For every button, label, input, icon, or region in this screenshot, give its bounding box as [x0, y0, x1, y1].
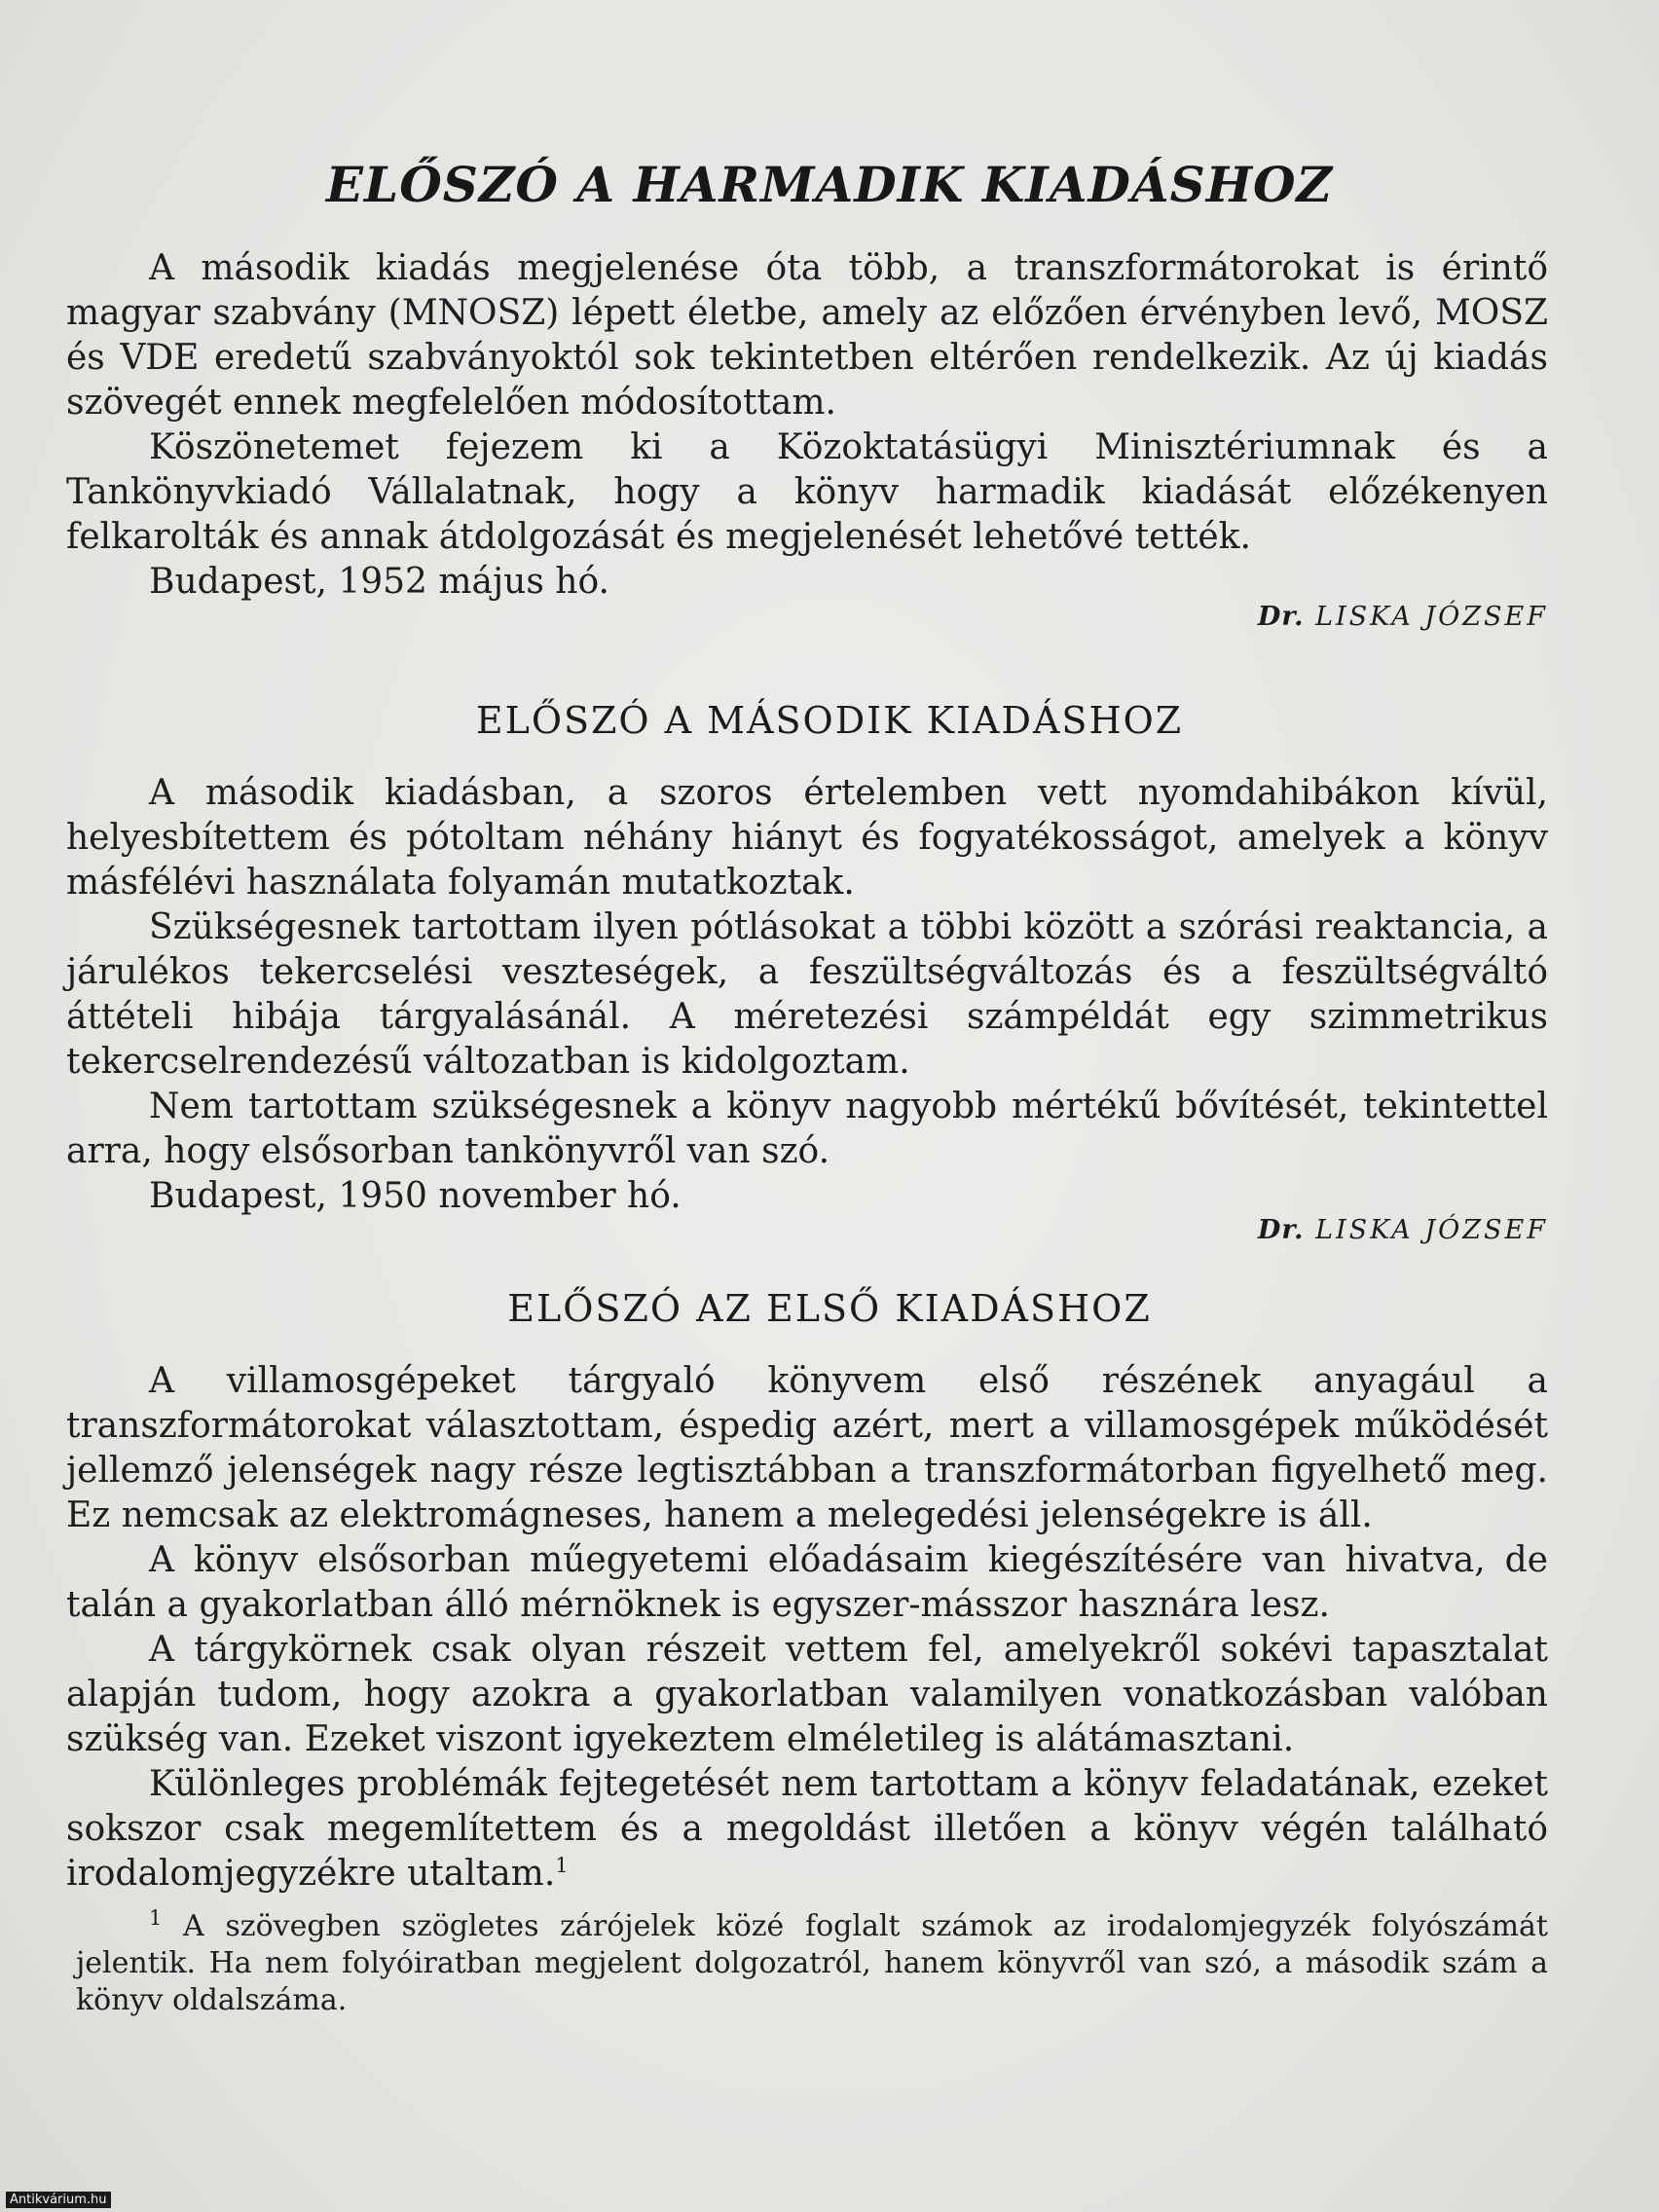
- section1-title: ELŐSZÓ A HARMADIK KIADÁSHOZ: [325, 156, 1334, 213]
- section1-body: [66, 246, 1548, 605]
- section3-paragraph-1: A villamosgépeket tárgyaló könyvem első részének anyagául a transzformátorokat választottam, éspedig azért, mert a villamosgépek működését jellemző jelenségek nagy része legtisztábban a transzformátorban figyelhető meg. Ez nemcsak az elektromágneses, hanem a melegedési jelenségekre is áll.: [66, 1361, 1548, 1535]
- section2-paragraph-3: Nem tartottam szükségesnek a könyv nagyobb mértékű bővítését, tekintettel arra, hogy elsősorban tankönyvről van szó.: [66, 1087, 1548, 1171]
- signature-name: LISKA JÓZSEF: [1315, 602, 1548, 632]
- footnote: [76, 1908, 1548, 2019]
- signature-prefix: Dr.: [1257, 602, 1305, 632]
- section1-paragraph-2: Köszönetemet fejezem ki a Közoktatásügyi Minisztériumnak és a Tankönyvkiadó Vállalatnak, hogy a könyv harmadik kiadását előzékenyen felkarolták és annak átdolgozását és megjelenését lehetővé tették.: [66, 427, 1548, 557]
- signature-prefix: Dr.: [1257, 1215, 1305, 1245]
- section2-paragraph-1: A második kiadásban, a szoros értelemben vett nyomdahibákon kívül, helyesbítettem és pótoltam néhány hiányt és fogyatékosságot, amelyek a könyv másfélévi használata folyamán mutatkoztak.: [66, 773, 1548, 903]
- section3-paragraph-2: A könyv elsősorban műegyetemi előadásaim kiegészítésére van hivatva, de talán a gyakorlatban álló mérnöknek is egyszer-másszor hasznára lesz.: [66, 1540, 1548, 1625]
- section2-paragraph-2: Szükségesnek tartottam ilyen pótlásokat a többi között a szórási reaktancia, a járulékos tekercselési veszteségek, a feszültségváltozás és a feszültségváltó áttételi hibája tárgyalásánál. A méretezési számpéldát egy szimmetrikus tekercselrendezésű változatban is kidolgoztam.: [66, 907, 1548, 1082]
- footnote-reference: 1: [555, 1854, 569, 1877]
- section3-title: ELŐSZÓ AZ ELSŐ KIADÁSHOZ: [507, 1287, 1152, 1330]
- section1-date: Budapest, 1952 május hó.: [149, 562, 609, 602]
- section1-paragraph-1: A második kiadás megjelenése óta több, a transzformátorokat is érintő magyar szabvány (MNOSZ) lépett életbe, amely az előzően érvényben levő, MOSZ és VDE eredetű szabványoktól sok tekintetben eltérően rendelkezik. Az új kiadás szövegét ennek megfelelően módosítottam.: [66, 248, 1548, 423]
- watermark: Antikvárium.hu: [6, 2192, 111, 2208]
- signature-name: LISKA JÓZSEF: [1315, 1215, 1548, 1245]
- section2-signature: [1258, 1215, 1548, 1245]
- footnote-text: A szövegben szögletes zárójelek közé foglalt számok az irodalomjegyzék folyószámát jelentik. Ha nem folyóiratban megjelent dolgozatról, hanem könyvről van szó, a második szám a könyv oldalszáma.: [76, 1909, 1548, 2017]
- section1-signature: [1258, 602, 1548, 632]
- footnote-mark: 1: [149, 1906, 163, 1930]
- section3-paragraph-4: [66, 1762, 1548, 1897]
- paragraph-text: Különleges problémák fejtegetését nem tartottam a könyv feladatának, ezeket sokszor csak megemlítettem és a megoldást illetően a könyv végén található irodalomjegyzékre utaltam.: [66, 1764, 1548, 1894]
- section3-body: [66, 1359, 1548, 1897]
- section2-title: ELŐSZÓ A MÁSODIK KIADÁSHOZ: [475, 699, 1184, 742]
- section2-body: [66, 771, 1548, 1219]
- section3-paragraph-3: A tárgykörnek csak olyan részeit vettem fel, amelyekről sokévi tapasztalat alapján tudom, hogy azokra a gyakorlatban valamilyen vonatkozásban valóban szükség van. Ezeket viszont igyekeztem elméletileg is alátámasztani.: [66, 1630, 1548, 1759]
- section2-date: Budapest, 1950 november hó.: [149, 1176, 682, 1216]
